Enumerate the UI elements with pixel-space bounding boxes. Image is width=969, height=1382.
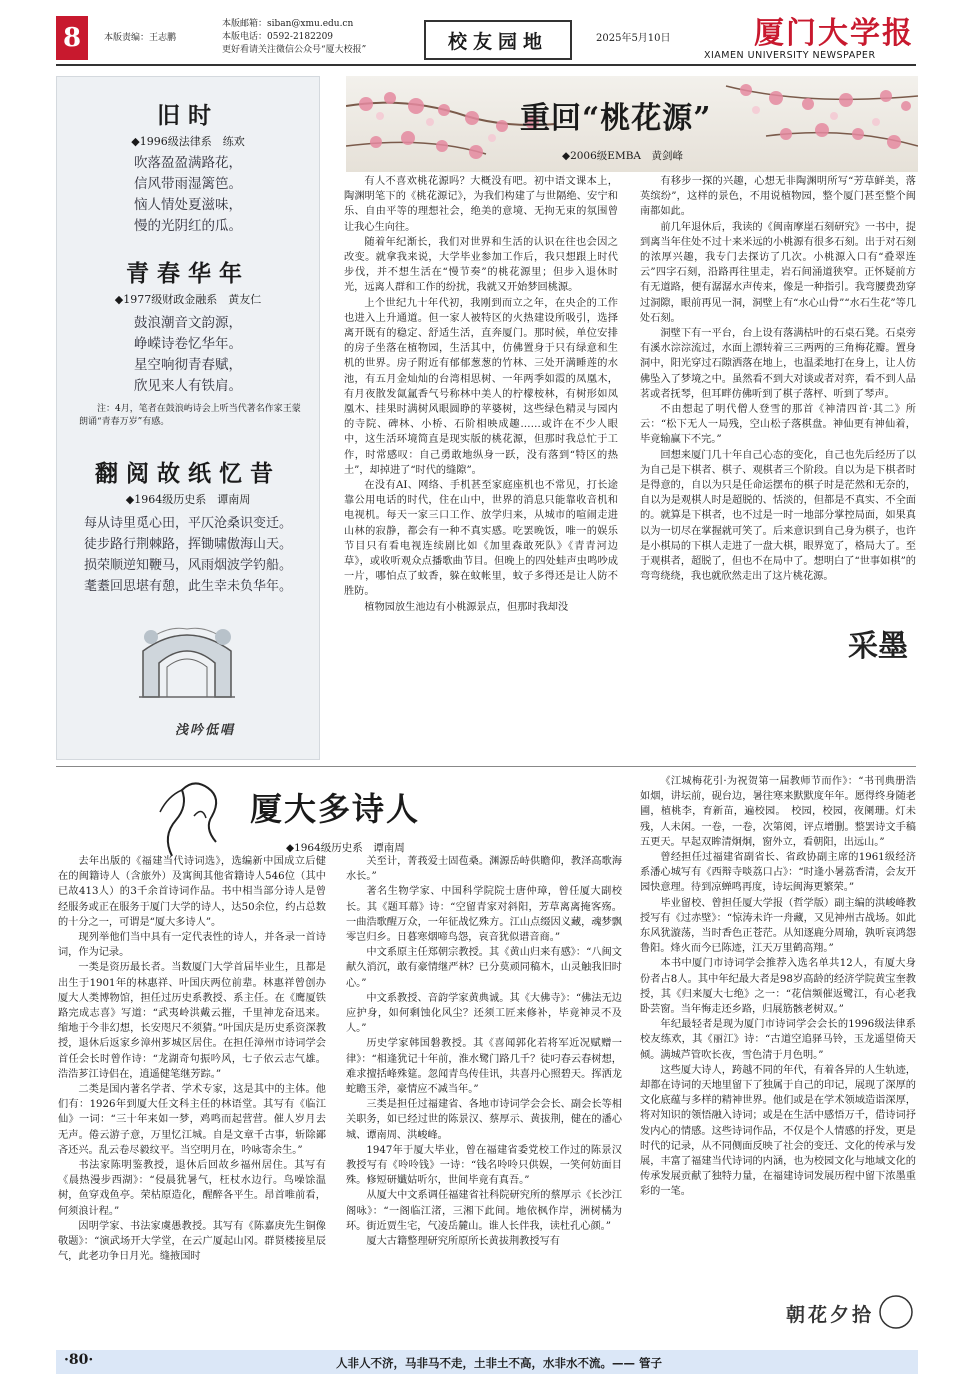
poem-line: 信风带雨湿篱笆。 bbox=[134, 176, 242, 192]
poem-line: 欣见来人有铁肩。 bbox=[134, 378, 242, 394]
paragraph: 曾经担任过福建省副省长、省政协副主席的1961级经济系潘心城写有《西辩寺啖荔口占》：“时逢小暑荔香清，会友开园快意理。待到凉蝉鸣再度，诗坛闽海更繁荣。” bbox=[640, 852, 916, 894]
poem-author-1: ◆1996级法律系 练欢 bbox=[131, 135, 245, 148]
paragraph: 二类是国内著名学者、学术专家，这是其中的主体。他们有：1926年到厦大任文科主任的林语堂。其写有《临江仙》一词：“三十年来如一梦，鸡鸣而起营营。催人岁月去无声。倦云游子意，万里忆江城。自是文章千古事，斩除鄙吝还兴。乱云卷尽毅纹平。当空明月在，吟咏寄余生。” bbox=[58, 1084, 326, 1156]
poem-author-2: ◆1977级财政金融系 黄友仁 bbox=[114, 293, 262, 306]
poem-line: 损荣顺逆知鞭马，风雨烟波学钓船。 bbox=[83, 558, 292, 573]
article1-column-1 bbox=[344, 174, 618, 762]
poem-line: 吹落盈盈满路花， bbox=[134, 155, 242, 171]
paragraph: 不由想起了明代僧人登雪的那首《神清四首·其二》所云：“松下无人一局残，空山松子落棋盘。神仙更有神仙着，毕竟输赢下不完。” bbox=[640, 404, 916, 446]
article1-title: 重回“桃花源” bbox=[520, 101, 712, 136]
paragraph: 著名生物学家、中国科学院院士唐仲璋，曾任厦大副校长。其《题耳幕》诗：“空留青家对斜阳，芳草离离掩客殇。一曲浩歌醒万众，一年征战忆殊方。江山点缀因义藏，魂梦飘零岂归乡。日暮寒烟啼鸟怨，哀音犹似谱音商。” bbox=[346, 886, 622, 944]
masthead-logo: 厦门大学报 bbox=[754, 16, 914, 51]
poem-author-3: ◆1964级历史系 谭南周 bbox=[125, 493, 251, 506]
poem-line: 徒步路行荆棘路，挥锄啸傲海山天。 bbox=[83, 537, 292, 552]
paragraph: 从厦大中文系调任福建省社科院研究所的蔡厚示《长沙江阁咏》：“一阁临江渚，三湘下此间。地依枫作岸，洲树橘为环。街近贾生宅，气凌岳麓山。谁人长伴我，读杜孔心颜。” bbox=[346, 1190, 622, 1232]
paragraph: 年纪最轻者是现为厦门市诗词学会会长的1996级法律系校友练欢，其《丽江》诗：“古道空追驿马铃，玉龙遥望倚天倾。满城芦管吹长夜，雪色清于月色明。” bbox=[640, 1019, 916, 1061]
email-label: 本版邮箱：siban@xmu.edu.cn bbox=[222, 19, 354, 29]
poem-column bbox=[56, 76, 320, 760]
poem-body-3 bbox=[57, 513, 319, 597]
poem-title-3: 翻阅故纸忆昔 bbox=[95, 460, 281, 487]
paragraph: 一类是资历最长者。当数厦门大学首届毕业生，且都是出生于1901年的林惠祥、叶国庆两位前辈。林惠祥曾创办厦大人类博物馆，担任过历史系教授、系主任。在《鹰厦铁路完成志喜》写道：“武夷岭洪戴云摧，千里神龙奋迅来。缩地于今非幻想，长安咫尺不须猜。”叶国庆是历史系资深教授，退休后返家乡漳州芗城区居住。在担任漳州市诗词学会首任会长时曾作诗：“龙湖奇句振吟风，七子依云志气雄。浩浩芗江诗侣在，逍遥健笔继芳踪。” bbox=[58, 962, 326, 1080]
article2-column-3 bbox=[640, 774, 916, 1346]
poem-line: 耄耋回思堪有憩，此生幸未负华年。 bbox=[83, 579, 292, 594]
footer-quote: 人非人不济，马非马不走，土非土不高，水非水不流。—— 管子 bbox=[336, 1356, 663, 1370]
paragraph: 中文系教授、音韵学家黄典诚。其《大佛寺》：“佛法无边应护身，如何剩蚀化风尘？还须工匠来修补，毕竟神灵不及人。” bbox=[346, 992, 622, 1035]
poem-line: 星空响彻青春赋， bbox=[134, 357, 242, 373]
poem-line: 峥嵘诗卷忆华年。 bbox=[134, 336, 242, 352]
article2-column-2 bbox=[346, 854, 622, 1346]
paragraph: 本书中厦门市诗词学会推荐入选名单共12人，有厦大身份者占8人。其中年纪最大者是98岁高龄的经济学院黄宝奎教授，其《归来厦大七绝》之一：“花信频催返鹭江，有心老我卧芸窗。当年悔走还乡路，归展筋骸老树双。” bbox=[640, 958, 916, 1016]
paragraph: 这些厦大诗人，跨越不同的年代，有着各异的人生轨迹，却都在诗词的天地里留下了独属于自己的印记，展现了深厚的文化底蕴与多样的精神世界。他们或是在学术领域造诣深厚，将对知识的领悟融入诗词；或是在生活中感悟万千，借诗词抒发内心的情感。这些诗词作品，不仅是个人情感的抒发，更是时代的记录，从不同侧面反映了社会的变迁、文化的传承与发展，丰富了福建当代诗词的内涵，也为校园文化与地域文化的传承发展贡献了独特力量，在福建诗词发展历程中留下浓墨重彩的一笔。 bbox=[640, 1064, 916, 1198]
paragraph: 前几年退休后，我读的《闽南摩崖石刻研究》一书中，提到离当年住处不过十来米远的小桃源有很多石刻。出于对石刻的浓厚兴趣，我专门去探访了几次。小桃源入口有“叠翠连云”四字石刻，沿路再往里走，岩石间涌道狭窄。正怀疑前方有无道路，便有潺潺水声传来，像是一种指引。我弯腰费劲穿过洞隙，眼前再见一洞，洞壁上有“水心山骨”“水石生花”等几处石刻。 bbox=[640, 221, 916, 324]
paragraph: 有人不喜欢桃花源吗？大概没有吧。初中语文课本上，陶渊明笔下的《桃花源记》，为我们构建了与世隔绝、安宁和乐、自由平等的理想社会，绝美的意境、无拘无束的氛围曾让我心生向往。 bbox=[344, 176, 618, 233]
paragraph: 因明学家、书法家虞愚教授。其写有《陈嘉庚先生铜像敬题》：“演武场开大学堂，在云广厦起山冈。群贤楼接星辰气，此老功争日月光。缝掖国时 bbox=[58, 1220, 326, 1263]
paragraph: 洞壁下有一平台，台上设有落满枯叶的石桌石凳。石桌旁有溪水淙淙流过，水面上漂转着三三两两的三角梅花瓣。置身洞中，阳光穿过石隙洒落在地上，也温柔地打在身上，让人仿佛坠入了梦境之中。虽然看不到大对谈或者对弈，看不到人品茗或者抚琴，但耳畔仿佛听到了棋子落枰、听到了琴声。 bbox=[640, 328, 916, 400]
paragraph: 中文系原主任郑朝宗教授。其《黄山归来有感》：“八闽文献久消沉，敢有豪情继严林？已分莫顽同稿木，山灵触我旧时心。” bbox=[346, 947, 622, 989]
paragraph: 回想来厦门几十年自己心态的变化，自己也先后经历了以为自己是下棋者、棋子、观棋者三个阶段。自以为是下棋者时是得意的，自以为只是任命运摆布的棋子时是茫然和无奈的，自以为是观棋人时是超脱的、恬淡的，但都是不真实、不全面的。就算是下棋者，也不过是一时一地部分掌控局面，如果真以为一切尽在掌握就可笑了。后来意识到自己身为棋子，也许是小棋局的下棋人走进了一盘大棋，眼界宽了，格局大了。至于观棋者，超脱了，但也不在局中了。想明白了“世事如棋”的弯弯绕绕，我也就欣然走出了这片桃花源。 bbox=[640, 449, 916, 583]
poem-note: 注：4月，笔者在鼓浪屿诗会上听当代著名作家王蒙朗诵“青春万岁”有感。 bbox=[79, 404, 301, 427]
poem-title-2: 青春华年 bbox=[126, 260, 250, 287]
paragraph: 《江城梅花引·为祝贺第一届教师节而作》：“书刊典册浩如烟，讲坛前，砚台边，暑往寒来默默度年年。愿得终身随老圃，植桃李，育新苗，遍校园。 校园，校园，夜阑珊。灯未残，人未闲。一卷，一卷，次第阅，评点增删。整罢诗文手稿五更天。早起双眸清炯炯，窗外立，看朝阳，出远山。” bbox=[640, 776, 916, 848]
article2-author: ◆1964级历史系 谭南周 bbox=[286, 842, 405, 854]
paragraph: 有移步一探的兴趣，心想无非陶渊明所写“芳草鲜美，落英缤纷”，这样的景色，不用说植物园，整个厦门甚至整个闽南都如此。 bbox=[640, 176, 916, 218]
seal-calligraphy: 采墨 bbox=[848, 629, 908, 664]
circle-ornament-icon bbox=[876, 1292, 916, 1332]
gate-illustration bbox=[137, 611, 237, 701]
wechat-label: 更好看请关注微信公众号“厦大校报” bbox=[222, 45, 367, 55]
stamp-text: 浅吟低唱 bbox=[175, 723, 236, 738]
poem-line: 恼人情处夏滋味， bbox=[134, 197, 242, 213]
section-divider bbox=[56, 766, 916, 767]
column-badge: 朝花夕拾 bbox=[786, 1304, 875, 1326]
poet-line-illustration bbox=[142, 776, 238, 860]
paragraph: 随着年纪渐长，我们对世界和生活的认识在往也会因之改变。就拿我来说，大学毕业参加工作后，我只想跟上时代步伐，并不想生活在“慢节奏”的桃花源里；但步入退休时光，远离人群和工作的纷扰，我就又开始梦回桃源。 bbox=[344, 236, 618, 294]
article1-author: ◆2006级EMBA 黄剑峰 bbox=[562, 150, 684, 162]
article2-column-1 bbox=[58, 854, 326, 1346]
poem-line: 每从诗里觅心田，平仄沧桑识变迁。 bbox=[83, 516, 292, 531]
poem-body-1 bbox=[57, 153, 319, 237]
paragraph: 现列举他们当中具有一定代表性的诗人，并各录一首诗词，作为记录。 bbox=[58, 932, 326, 959]
paragraph: 书法家陈明鉴教授，退休后回故乡福州居住。其写有《晨热漫步西湖》：“侵晨犹暑气，枉杖水边行。鸟噪馀温树，鱼穿戏鱼亭。荣枯原造化，醒醉各平生。昂首唯前看，何须浪计程。” bbox=[58, 1160, 326, 1217]
header-divider bbox=[56, 64, 916, 66]
poem-title-1: 旧时 bbox=[157, 102, 219, 129]
poem-line: 慢的光阴红的瓜。 bbox=[134, 218, 242, 234]
paragraph: 植物园放生池边有小桃源景点，但那时我却没 bbox=[364, 601, 569, 613]
paragraph: 毕业留校、曾担任厦大学报（哲学版）副主编的洪峻峰教授写有《过赤壁》：“惊涛未许一舟藏，又见神州古战场。如此东风犹漩荡，当时香色正苍茫。从知逐鹿分周瑜，孰听哀鸿怨鲁阳。烽火而今已陈迹，江天万里鹤高翔。” bbox=[640, 897, 916, 955]
article2-title: 厦大多诗人 bbox=[250, 790, 421, 828]
paragraph: 在没有AI、网络、手机甚至家庭座机也不常见，打长途靠公用电话的时代，住在山中，世界的消息只能靠收音机和电视机。每天一家三口工作、放学归来，从城市的喧闹走进山林的寂静，都会有一种不真实感。吃罢晚饭，唯一的娱乐节目只有看电视连续剧比如《加里森敢死队》《青青河边草》，或收听观众点播歌曲节目。但晚上的四处蛙声虫鸣吵成一片，哪怕点了蚊香，躲在蚊帐里，蚊子多得还是让人防不胜防。 bbox=[344, 480, 618, 598]
paragraph: 三类是担任过福建省、各地市诗词学会会长、副会长等相关职务，如已经过世的陈景汉、蔡厚示、黄拔荆，健在的潘心城、谭南周、洪峻峰。 bbox=[346, 1099, 622, 1141]
paragraph: 上个世纪九十年代初，我刚到而立之年，在央企的工作也进入上升通道。但一家人被特区的火热建设所吸引，选择离开既有的稳定、舒适生活，直奔厦门。那时候，单位安排的房子坐落在植物园，生活其中，仿佛置身于只有绿意和生机的世界。房子附近有郁郁葱葱的竹林、三处开满睡莲的水池，有五月金灿灿的台湾相思树、一年两季如霞的凤凰木，有月夜散发氤氲香气号称林中美人的柠檬桉林，有树形如凤凰木、挂果时满树风眼圆睁的苹婆树，这些绿色精灵与园内的寺院、碑林、小桥、石阶相映成趣……或许在不少人眼中，这生活环境简直是现实版的桃花源，但那时我总忙于工作，时常感叹：自己勇敢地纵身一跃，没有落到“特区的热土”，却掉进了“时代的缝隙”。 bbox=[344, 297, 618, 476]
footer-page-label: ·80· bbox=[64, 1352, 94, 1368]
poem-body-2 bbox=[57, 313, 319, 397]
poem-line: 鼓浪潮音文韵源， bbox=[134, 315, 242, 331]
paragraph: 去年出版的《福建当代诗词选》，选编新中国成立后健在的闽籍诗人（含旅外）及寓闽其他省籍诗人546位（其中已故413人）的3千余首诗词作品。书中相当部分诗人是曾经服务或正在服务于厦门大学的诗人，达50余位，约占总数的十分之一，可谓是“厦大多诗人”。 bbox=[58, 856, 326, 928]
issue-date: 2025年5月10日 bbox=[596, 33, 671, 44]
paragraph: 关至计，菁莪爱士固苞桑。渊源岳峙供瞻仰，教泽高歌海水长。” bbox=[346, 856, 622, 883]
paragraph: 厦大古籍整理研究所原所长黄拔荆教授写有 bbox=[366, 1236, 560, 1248]
editor-label: 本版责编：王志鹏 bbox=[104, 33, 177, 43]
masthead-en: XIAMEN UNIVERSITY NEWSPAPER bbox=[704, 50, 876, 61]
paragraph: 历史学家韩国磐教授。其《喜闻郭化若将军近况赋赠一律》：“相逢犹记十年前，淮水鹭门路几千？徒叼春云春树想，难求擅括峰殊筵。忽闻青鸟传佳讯，共喜丹心照碧天。挥洒龙蛇瞻玉斧，豪情应不减当年。” bbox=[346, 1038, 622, 1096]
phone-label: 本版电话：0592-2182209 bbox=[222, 32, 334, 42]
page-number: 8 bbox=[56, 16, 88, 60]
paragraph: 1947年于厦大毕业，曾在福建省委党校工作过的陈景汉教授写有《呤呤钱》一诗：“钱名呤呤只供娱，一笑何妨面目殊。修短研孅姑听尔，世间毕竟有真吾。” bbox=[346, 1144, 622, 1187]
section-title: 校友园地 bbox=[424, 20, 572, 60]
